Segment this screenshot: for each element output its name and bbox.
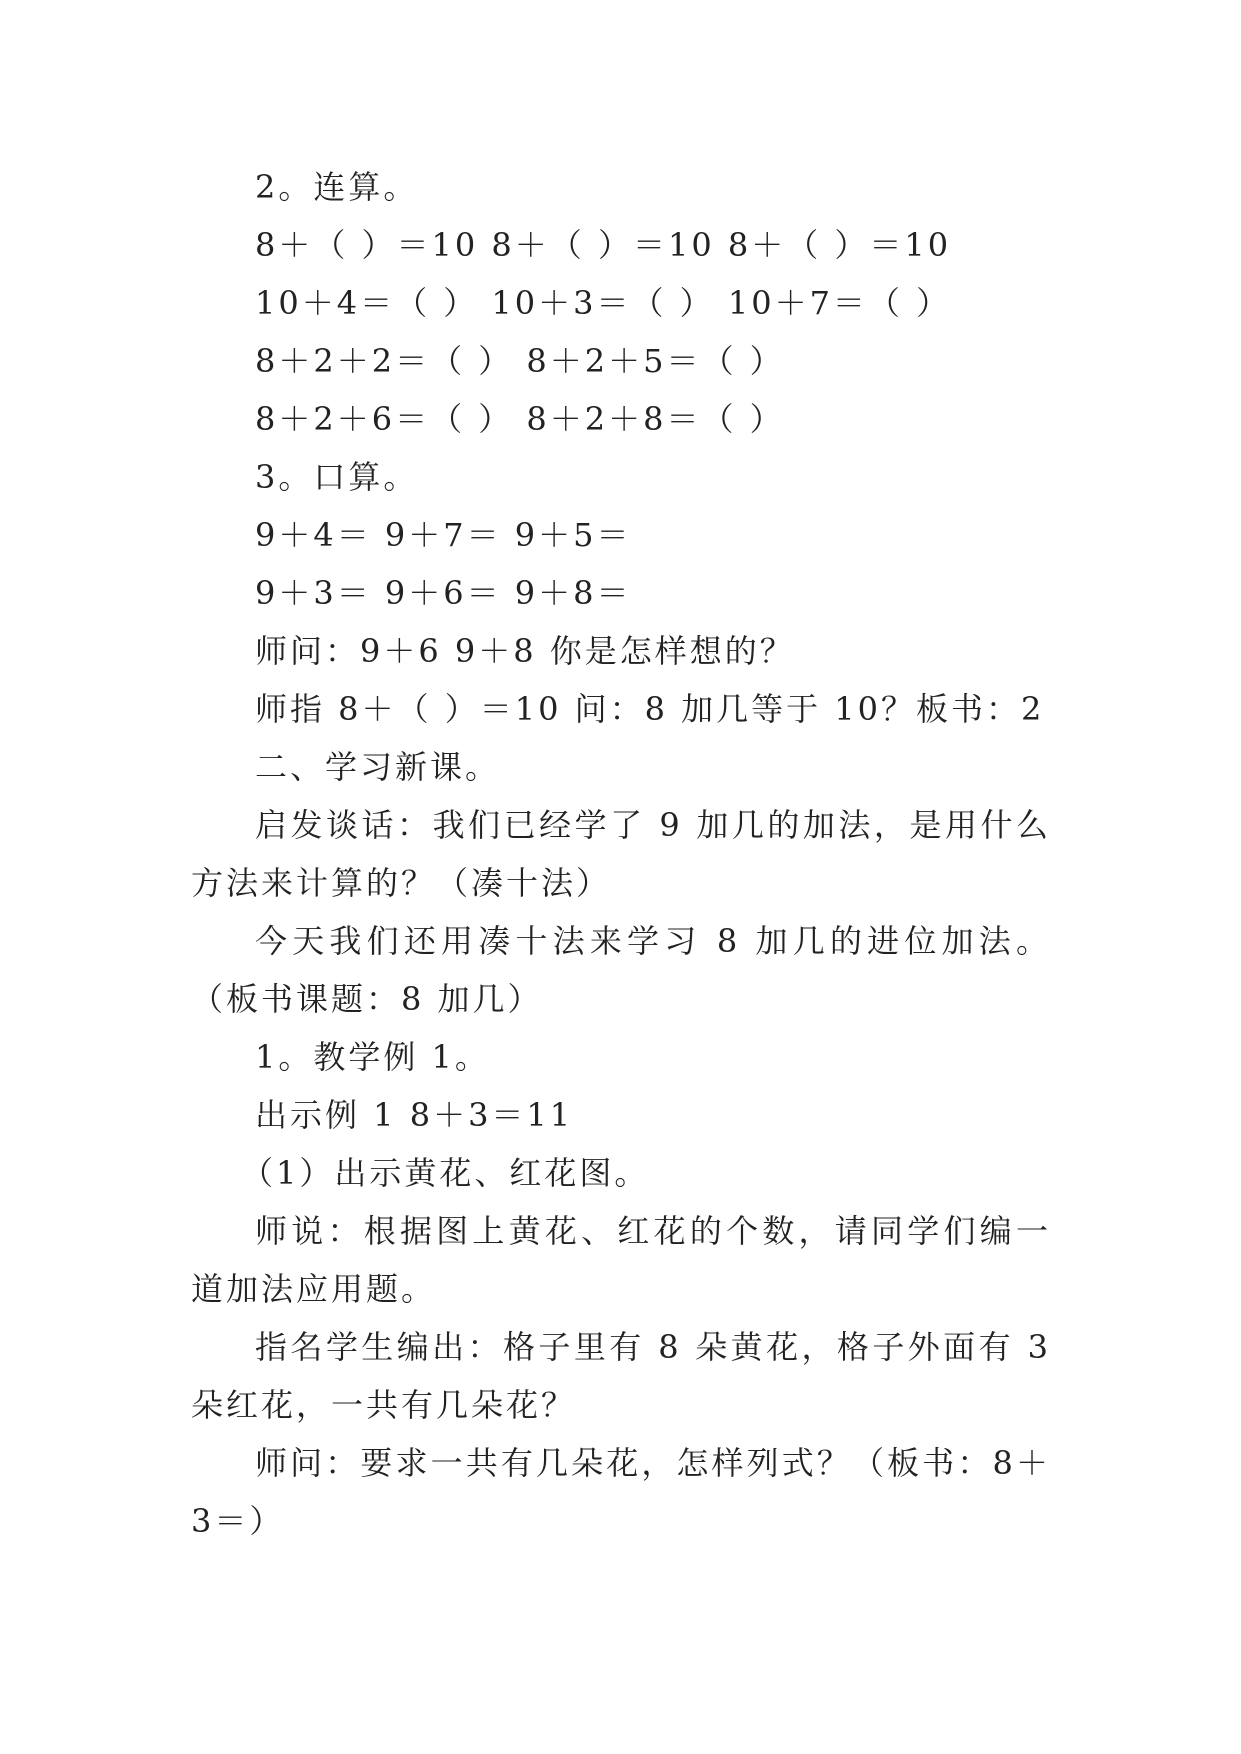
document-body xyxy=(191,158,1051,1550)
paragraph-teacher-asks: 师问：要求一共有几朵花，怎样列式？（板书：8＋3＝） xyxy=(191,1444,1051,1540)
example-show: 出示例 1 8＋3＝11 xyxy=(255,1096,574,1134)
heading-kou-suan: 3。口算。 xyxy=(255,458,419,496)
heading-lian-suan: 2。连算。 xyxy=(255,168,419,206)
paragraph-student-problem: 指名学生编出：格子里有 8 朵黄花，格子外面有 3 朵红花，一共有几朵花？ xyxy=(191,1328,1051,1424)
example-heading: 1。教学例 1。 xyxy=(255,1038,490,1076)
exercise-line: 8＋（ ）＝10 8＋（ ）＝10 8＋（ ）＝10 xyxy=(255,226,952,264)
teacher-point: 师指 8＋（ ）＝10 问：8 加几等于 10？板书：2 xyxy=(255,690,1045,728)
exercise-line: 8＋2＋6＝（ ） 8＋2＋8＝（ ） xyxy=(255,400,785,438)
exercise-line: 9＋4＝ 9＋7＝ 9＋5＝ xyxy=(255,516,632,554)
exercise-line: 8＋2＋2＝（ ） 8＋2＋5＝（ ） xyxy=(255,342,785,380)
paragraph-inspire-talk: 启发谈话：我们已经学了 9 加几的加法，是用什么方法来计算的？（凑十法） xyxy=(191,806,1051,902)
paragraph-teacher-says: 师说：根据图上黄花、红花的个数，请同学们编一道加法应用题。 xyxy=(191,1212,1051,1308)
teacher-question: 师问：9＋6 9＋8 你是怎样想的？ xyxy=(255,632,795,670)
section-heading: 二、学习新课。 xyxy=(255,748,501,786)
exercise-line: 9＋3＝ 9＋6＝ 9＋8＝ xyxy=(255,574,632,612)
exercise-line: 10＋4＝（ ） 10＋3＝（ ） 10＋7＝（ ） xyxy=(255,284,952,322)
paragraph-today: 今天我们还用凑十法来学习 8 加几的进位加法。（板书课题：8 加几） xyxy=(191,922,1051,1018)
example-step-1: （1）出示黄花、红花图。 xyxy=(241,1154,650,1192)
